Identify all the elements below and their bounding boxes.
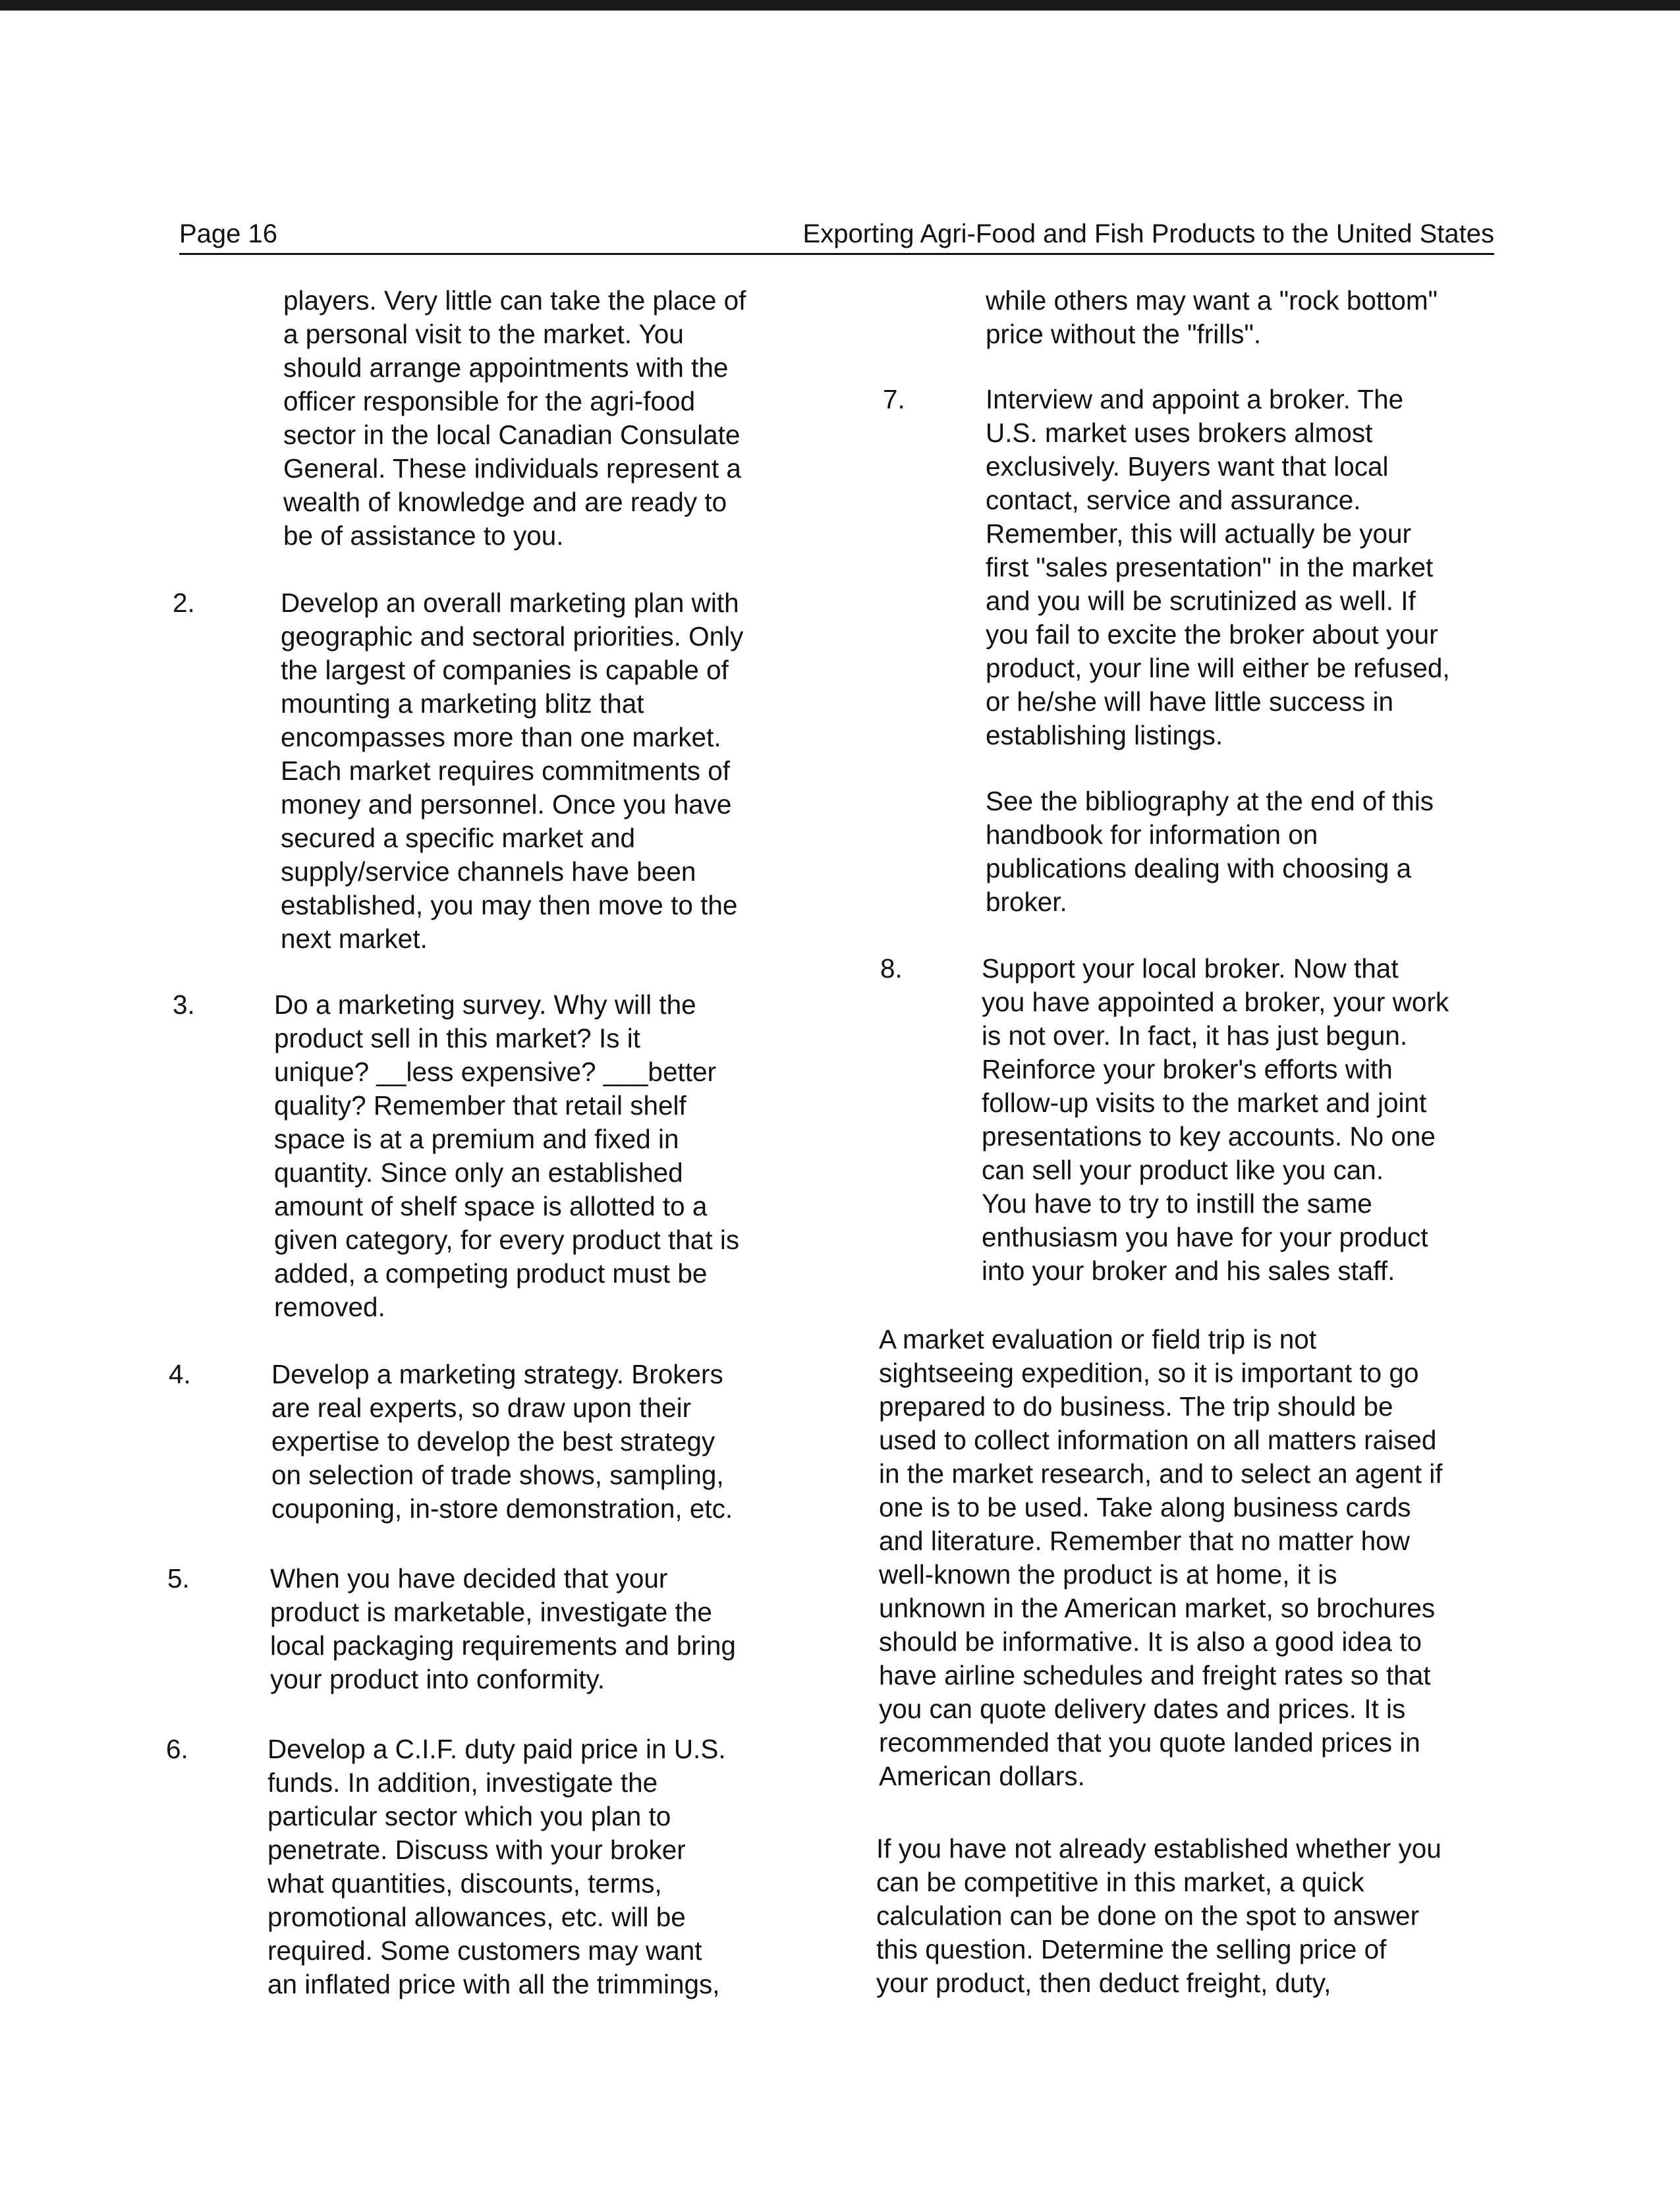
market-evaluation-paragraph: A market evaluation or field trip is not sightseeing expedition, so it is important to go prepared to do business. The trip should be used to collect information on all matters raised in the market research, and to select an agent if one is to be used. Take along business cards and literature. Remember that no matter how well-known the product is at home, it is unknown in the American market, so brochures should be informative. It is also a good idea to have airline schedules and freight rates so that you can quote delivery dates and prices. It is recommended that you quote landed prices in American dollars. xyxy=(879,1324,1443,1791)
item-6-text: Develop a C.I.F. duty paid price in U.S. funds. In addition, investigate the particular sector which you plan to penetrate. Discuss with your broker what quantities, discounts, terms, promotional allowances, etc. will be required. Some customers may want an inflated price with all the trimmings, xyxy=(267,1734,726,1999)
item-5-text: When you have decided that your product is marketable, investigate the local packaging requirements and bring your product into conformity. xyxy=(270,1563,736,1694)
item-1-continued: players. Very little can take the place of a personal visit to the market. You should arrange appointments with the officer responsible for the agri-food sector in the local Canadian Consulate General. These individuals represent a wealth of knowledge and are ready to be of assistance to you. xyxy=(283,285,746,551)
item-3-number: 3. xyxy=(173,989,195,1020)
item-4-number: 4. xyxy=(169,1359,191,1389)
page-number: Page 16 xyxy=(179,219,278,248)
item-7-note: See the bibliography at the end of this handbook for information on publications dealing with choosing a broker. xyxy=(986,786,1434,917)
item-8-text: Support your local broker. Now that you have appointed a broker, your work is not over. In fact, it has just begun. Reinforce your broker's efforts with follow-up visits to the market and joint presentations to key accounts. No one can sell your product like you can. You have to try to instill the same enthusiasm you have for your product into your broker and his sales staff. xyxy=(982,953,1449,1286)
competitiveness-paragraph: If you have not already established whether you can be competitive in this market, a quick calculation can be done on the spot to answer this question. Determine the selling price of your product, then deduct freight, duty, xyxy=(876,1833,1442,1998)
item-7-number: 7. xyxy=(883,384,905,414)
item-6-number: 6. xyxy=(166,1734,188,1764)
document-title: Exporting Agri-Food and Fish Products to the United States xyxy=(802,219,1494,248)
item-7-text: Interview and appoint a broker. The U.S. market uses brokers almost exclusively. Buyers want that local contact, service and assurance. Remember, this will actually be your first "sales presentation" in the market and you will be scrutinized as well. If you fail to excite the broker about your product, your line will either be refused, or he/she will have little success in establishing listings. xyxy=(986,384,1450,750)
item-6-continued: while others may want a "rock bottom" price without the "frills". xyxy=(986,285,1438,349)
item-5-number: 5. xyxy=(167,1563,190,1594)
item-4-text: Develop a marketing strategy. Brokers are real experts, so draw upon their expertise to develop the best strategy on selection of trade shows, sampling, couponing, in-store demonstration, etc. xyxy=(271,1359,733,1524)
scan-top-edge xyxy=(0,0,1680,11)
item-2-text: Develop an overall marketing plan with geographic and sectoral priorities. Only the largest of companies is capable of mounting a marketing blitz that encompasses more than one market. Each market requires commitments of money and personnel. Once you have secured a specific market and supply/service channels have been established, you may then move to the next market. xyxy=(281,588,744,954)
item-3-text: Do a marketing survey. Why will the product sell in this market? Is it unique? __less expensive? ___better quality? Remember that retail shelf space is at a premium and fixed in quantity. Since only an established amount of shelf space is allotted to a given category, for every product that is added, a competing product must be removed. xyxy=(274,989,740,1322)
page-header xyxy=(179,212,1494,255)
item-8-number: 8. xyxy=(880,953,903,984)
item-2-number: 2. xyxy=(173,588,195,618)
